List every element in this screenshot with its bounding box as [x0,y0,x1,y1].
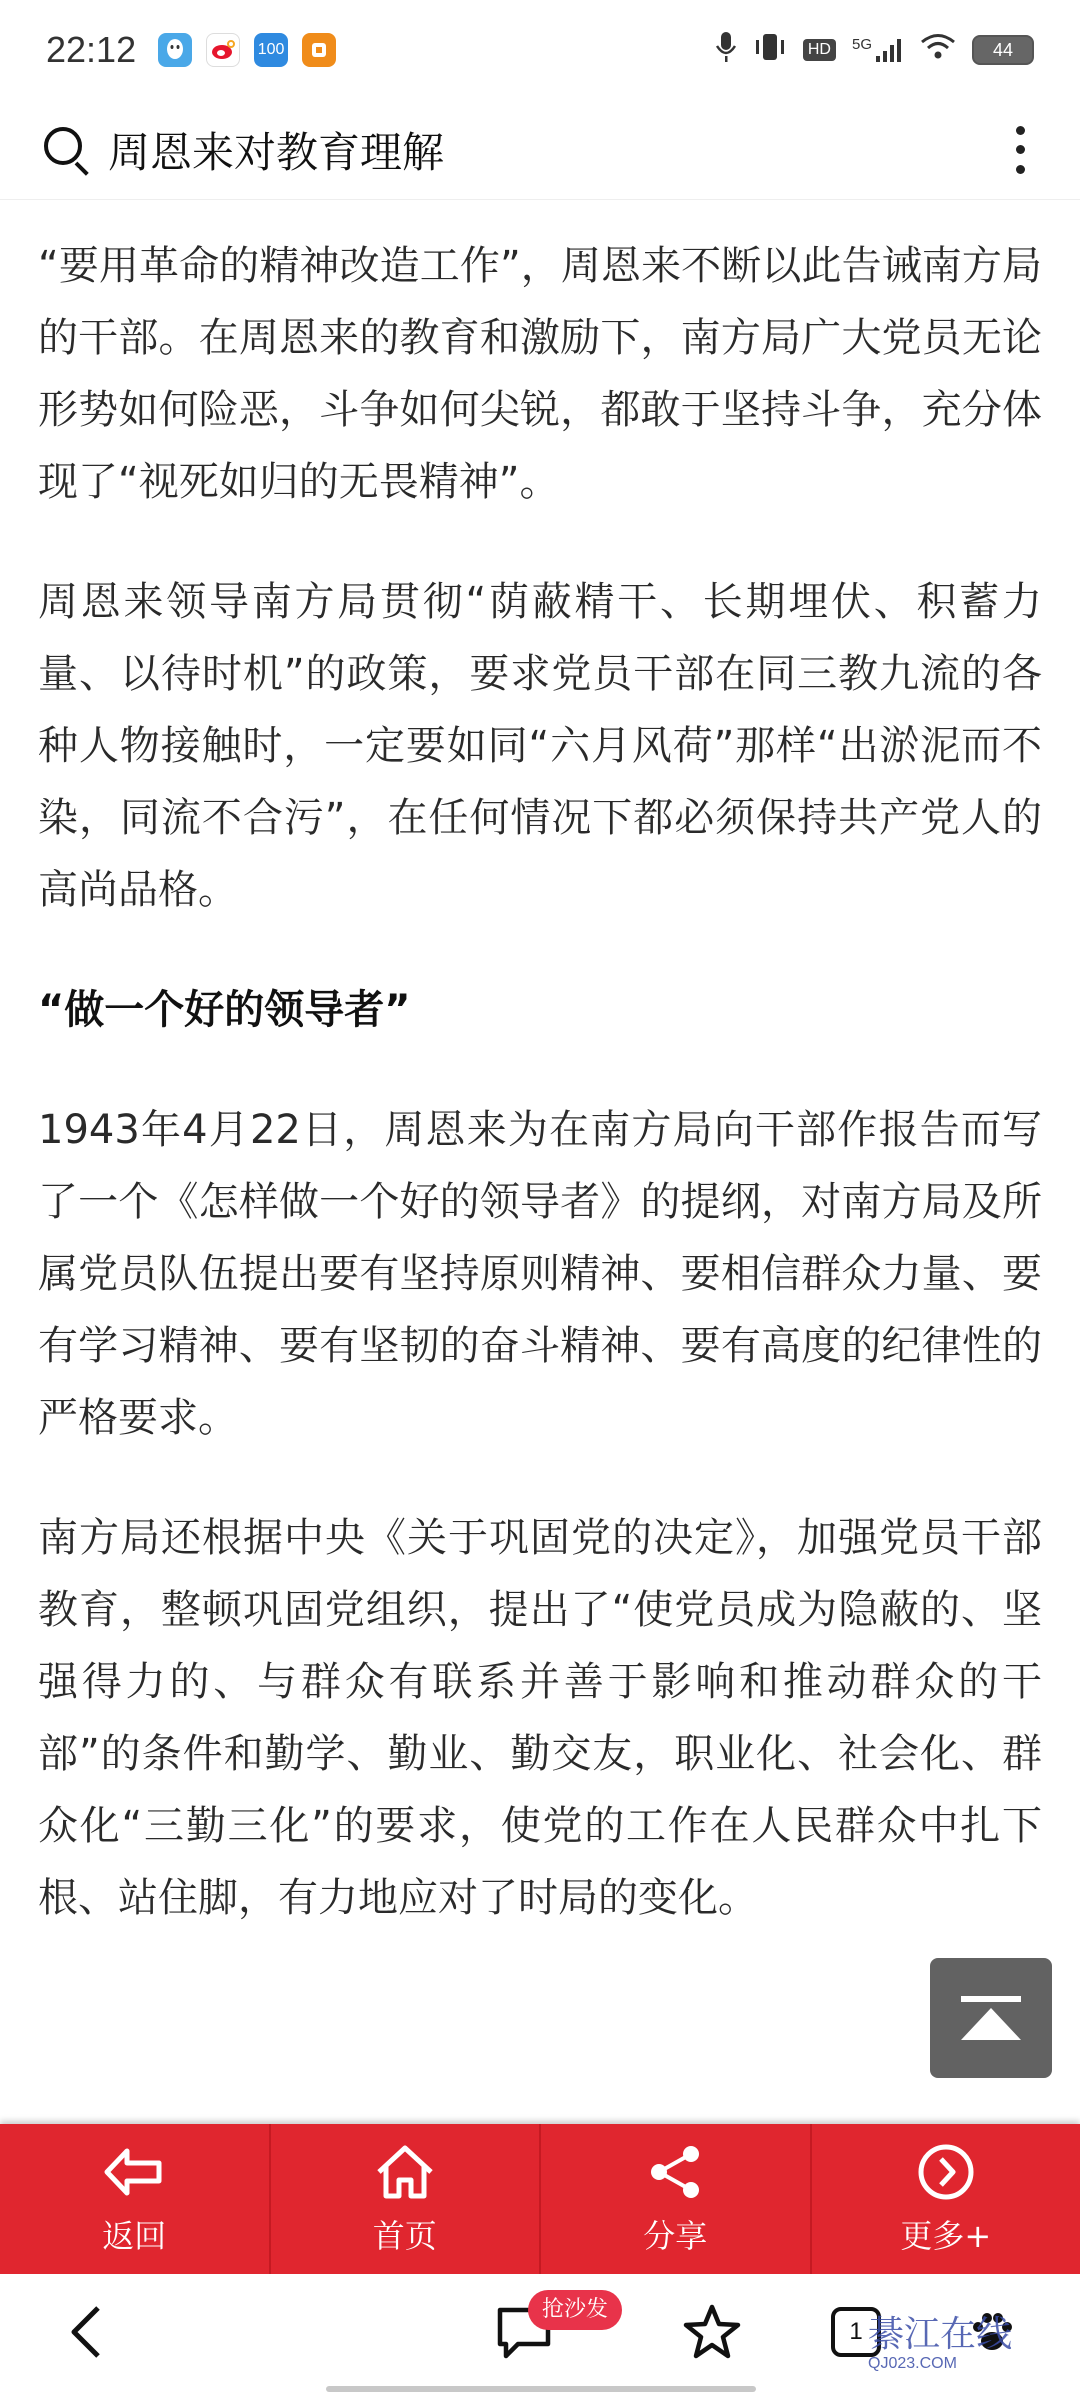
sofa-badge[interactable]: 抢沙发 [528,2290,622,2330]
nav-back-icon[interactable] [46,2292,126,2372]
watermark [868,2316,1012,2374]
status-time: 22:12 [46,29,137,70]
mic-icon [715,30,737,71]
status-indicators [715,30,1034,71]
more-options-icon[interactable] [1000,120,1040,180]
watermark-text: 綦江在线 [868,2314,1013,2355]
tab-count: 1 [831,2307,881,2357]
home-icon [374,2141,436,2203]
share-icon [644,2141,706,2203]
hd-icon: HD [803,39,836,61]
article-paragraph-1: “要用革命的精神改造工作”，周恩来不断以此告诫南方局的干部。在周恩来的教育和激励下，南方局广大党员无论形势如何险恶，斗争如何尖锐，都敢于坚持斗争，充分体现了“视死如归的无畏精神”。 [38,243,1042,505]
article-paragraph-4: 南方局还根据中央《关于巩固党的决定》，加强党员干部教育，整顿巩固党组织，提出了“使党员成为隐蔽的、坚强得力的、与群众有联系并善于影响和推动群众的干部”的条件和勤学、勤业、勤交友，职业化、社会化、群众化“三勤三化”的要求，使党的工作在人民群众中扎下根、站住脚，有力地应对了时局的变化。 [38,1515,1042,1921]
home-label: 首页 [372,2217,437,2255]
watermark-url: QJ023.COM [868,2355,957,2372]
article-paragraph-3: 1943年4月22日，周恩来为在南方局向干部作报告而写了一个《怎样做一个好的领导者》的提纲，对南方局及所属党员队伍提出要有坚持原则精神、要相信群众力量、要有学习精神、要有坚韧的奋斗精神、要有高度的纪律性的严格要求。 [38,1107,1042,1441]
home-button[interactable] [271,2124,542,2274]
article-body [38,230,1042,1982]
home-indicator[interactable] [326,2386,756,2392]
status-app-icons [158,33,336,67]
app-orange-icon [302,33,336,67]
status-bar [0,0,1080,100]
battery-icon: 44 [972,35,1034,65]
search-icon[interactable] [40,123,94,177]
share-button[interactable] [541,2124,812,2274]
section-heading: “做一个好的领导者” [38,987,411,1033]
signal-icon [852,36,904,64]
back-to-top-icon [961,1996,1021,2002]
back-arrow-icon [103,2141,165,2203]
favorite-star-icon[interactable] [672,2292,752,2372]
chevron-right-circle-icon [915,2141,977,2203]
search-header [0,100,1080,200]
back-button[interactable] [0,2124,271,2274]
back-label: 返回 [102,2217,167,2255]
signal-label: 5G [851,36,872,53]
weibo-icon [206,33,240,67]
more-label: 更多+ [900,2217,992,2255]
more-button[interactable] [812,2124,1080,2274]
back-to-top-button[interactable] [930,1958,1052,2078]
wifi-icon [920,33,956,68]
vibrate-icon [753,32,787,69]
app-100-icon: 100 [254,33,288,67]
article-paragraph-2: 周恩来领导南方局贯彻“荫蔽精干、长期埋伏、积蓄力量、以待时机”的政策，要求党员干部在同三教九流的各种人物接触时，一定要如同“六月风荷”那样“出淤泥而不染，同流不合污”，在任何情况下都必须保持共产党人的高尚品格。 [38,579,1042,913]
share-label: 分享 [643,2217,708,2255]
search-query[interactable]: 周恩来对教育理解 [108,127,445,177]
qq-icon [158,33,192,67]
bottom-toolbar [0,2124,1080,2274]
